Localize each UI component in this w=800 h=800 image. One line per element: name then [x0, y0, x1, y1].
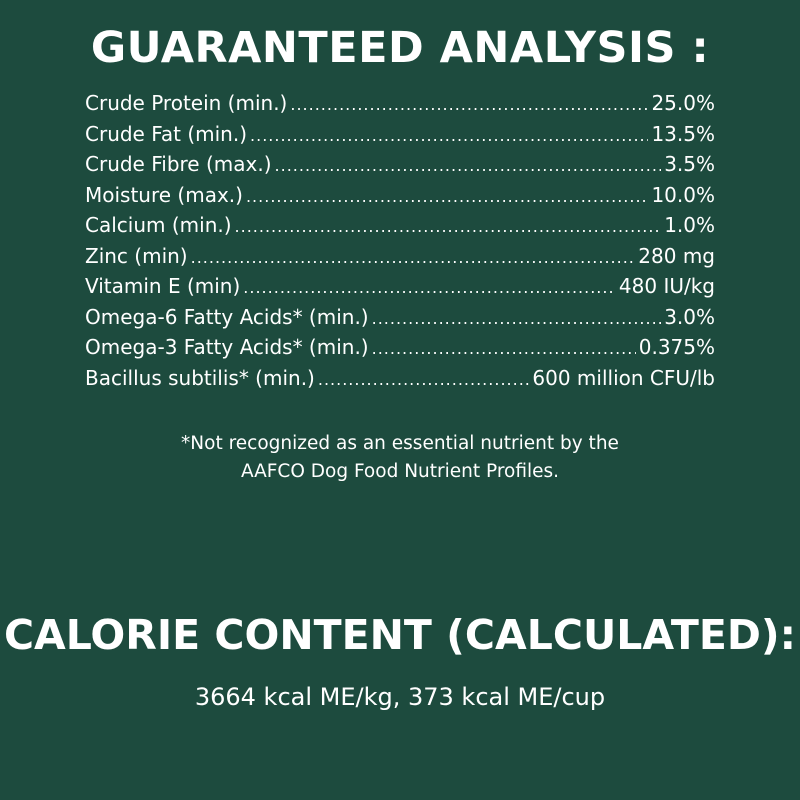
dot-leader — [246, 182, 648, 213]
dot-leader — [235, 212, 662, 243]
dot-leader — [372, 304, 662, 335]
dot-leader — [275, 151, 662, 182]
analysis-label: Moisture (max.) — [85, 182, 243, 207]
analysis-value: 13.5% — [651, 121, 715, 146]
analysis-label: Omega-6 Fatty Acids* (min.) — [85, 304, 369, 329]
analysis-label: Vitamin E (min) — [85, 274, 241, 298]
calorie-content-value: 3664 kcal ME/kg, 373 kcal ME/cup — [194, 683, 606, 711]
dot-leader — [290, 90, 648, 121]
dot-leader — [372, 334, 636, 365]
nutrient-footnote — [0, 430, 800, 486]
guaranteed-analysis-heading: GUARANTEED ANALYSIS : — [90, 23, 710, 73]
footnote-line: *Not recognized as an essential nutrient by the — [181, 433, 619, 454]
analysis-row — [85, 271, 715, 302]
dot-leader — [243, 273, 616, 304]
analysis-row — [85, 119, 715, 150]
analysis-row — [85, 210, 715, 241]
analysis-row — [85, 149, 715, 180]
analysis-label: Crude Fibre (max.) — [85, 152, 272, 176]
analysis-row — [85, 363, 715, 394]
guaranteed-analysis-list — [85, 88, 715, 393]
dot-leader — [191, 243, 636, 274]
analysis-label: Bacillus subtilis* (min.) — [85, 365, 315, 390]
analysis-value: 480 IU/kg — [618, 274, 715, 298]
analysis-label: Crude Protein (min.) — [85, 91, 288, 115]
analysis-value: 10.0% — [651, 182, 715, 207]
dot-leader — [250, 121, 648, 152]
analysis-row — [85, 241, 715, 272]
analysis-value: 25.0% — [651, 91, 715, 115]
analysis-value: 280 mg — [638, 243, 715, 268]
analysis-label: Zinc (min) — [85, 243, 188, 268]
analysis-label: Calcium (min.) — [85, 213, 232, 237]
analysis-value: 3.0% — [664, 304, 715, 329]
analysis-row — [85, 88, 715, 119]
dot-leader — [318, 365, 530, 396]
analysis-value: 600 million CFU/lb — [532, 365, 715, 390]
analysis-value: 1.0% — [664, 213, 715, 237]
analysis-value: 3.5% — [664, 152, 715, 176]
analysis-value: 0.375% — [638, 335, 715, 359]
analysis-label: Crude Fat (min.) — [85, 121, 248, 146]
calorie-content-heading: CALORIE CONTENT (CALCULATED): — [3, 611, 797, 659]
analysis-row — [85, 180, 715, 211]
analysis-row — [85, 302, 715, 333]
footnote-line: AAFCO Dog Food Nutrient Profiles. — [240, 461, 560, 482]
analysis-row — [85, 332, 715, 363]
analysis-label: Omega-3 Fatty Acids* (min.) — [85, 335, 369, 359]
